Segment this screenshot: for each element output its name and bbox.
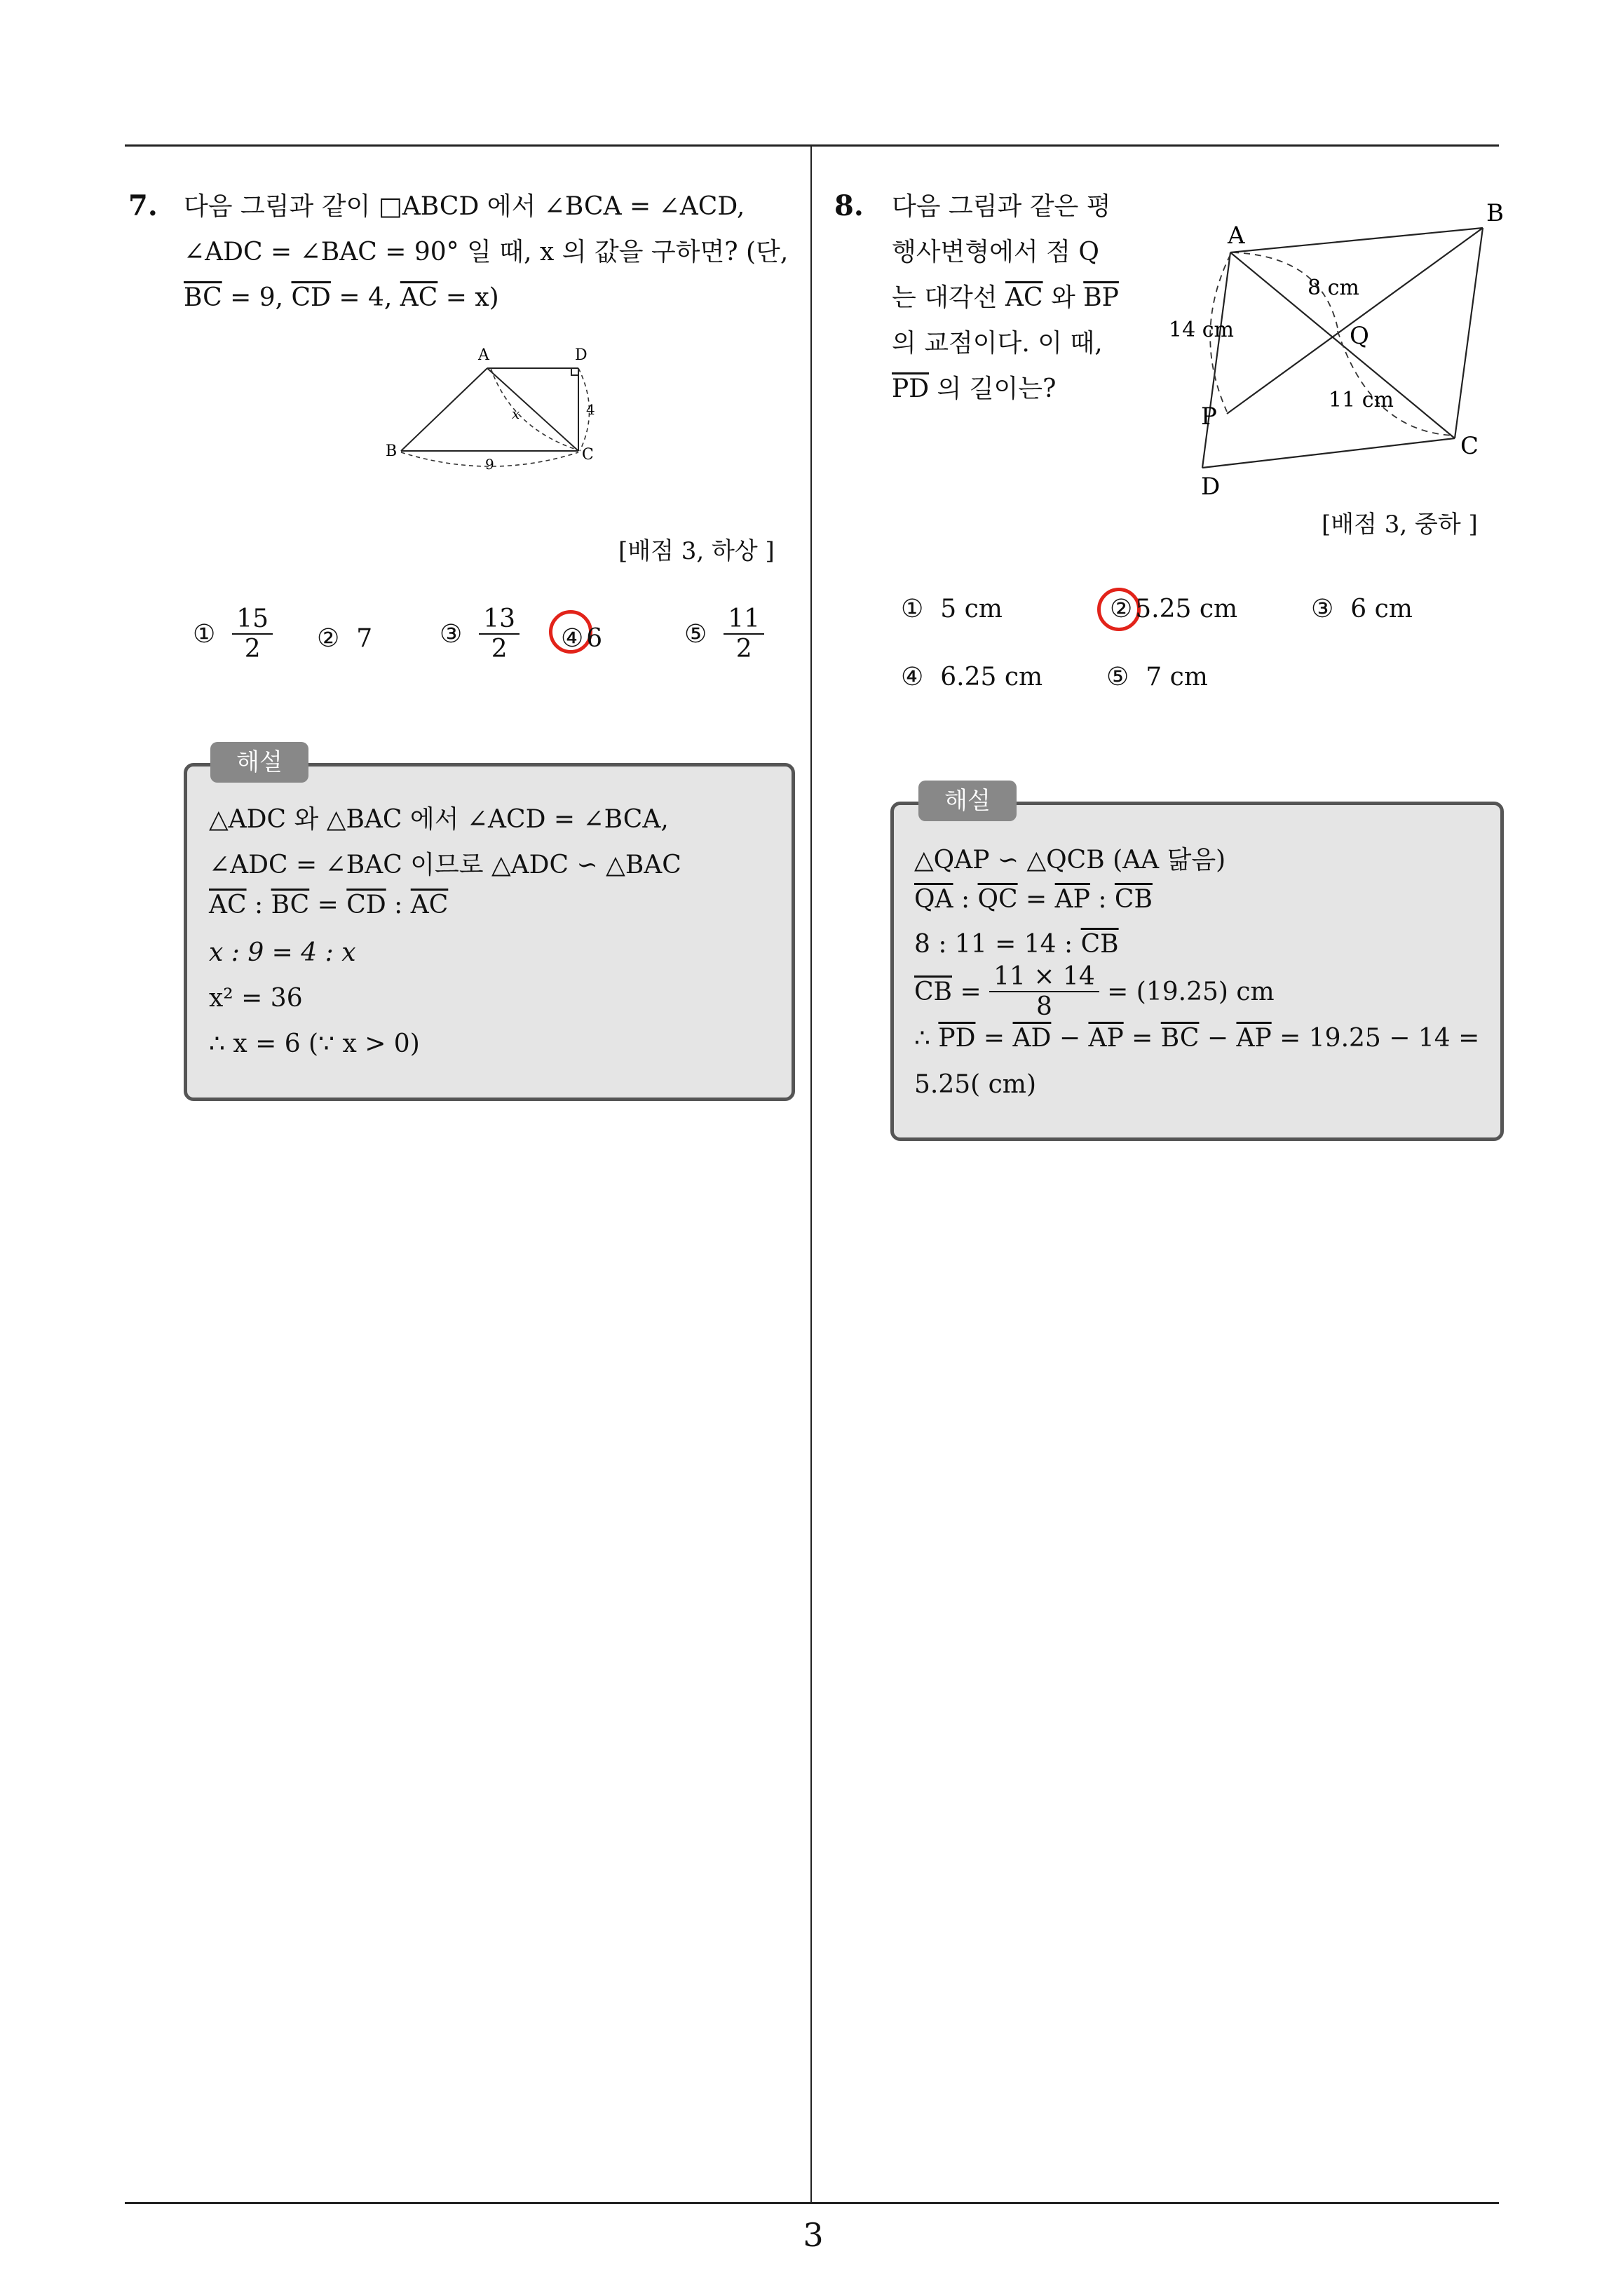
q8-choice-1-value: 5 cm [940, 595, 1003, 623]
q8-text-line4: 의 교점이다. 이 때, [892, 329, 1103, 358]
q8-bp: $\overline{BP}$ [1083, 283, 1119, 312]
q7-bc: $\overline{BC}$ [184, 283, 222, 312]
q7-label-x: x [512, 405, 520, 422]
q8-choice-1[interactable] [901, 595, 1003, 623]
q8-sol-line5-post: = 19.25 − 14 = [1271, 1024, 1480, 1053]
q7-sol-line4: x : 9 = 4 : x [209, 938, 356, 967]
q7-choice-5-mark: ⑤ [684, 619, 707, 649]
q8-figure [1160, 193, 1511, 501]
q7-ac: $\overline{AC}$ [400, 283, 438, 312]
q7-seg-ab [401, 368, 487, 451]
q8-choice-4-mark: ④ [901, 663, 924, 691]
q7-choice-5-den: 2 [735, 635, 752, 664]
q8-sol-ad: $\overline{AD}$ [1012, 1024, 1052, 1053]
q7-cd-val: = 4, [330, 283, 400, 312]
q7-cd: $\overline{CD}$ [291, 283, 331, 312]
q8-line3-mid: 와 [1043, 283, 1084, 312]
q7-bc-val: = 9, [222, 283, 292, 312]
q8-text-line5 [892, 366, 1056, 412]
q8-label-ap: 14 cm [1169, 318, 1234, 342]
q7-choice-4-value: 6 [586, 624, 603, 653]
q8-seg-ab [1230, 228, 1483, 252]
q7-choice-2-mark: ② [317, 624, 340, 653]
q8-sol-qc: $\overline{QC}$ [977, 885, 1018, 914]
q8-label-b: B [1486, 199, 1504, 227]
q7-score: [배점 3, 하상 ] [618, 537, 775, 565]
q7-label-d: D [575, 346, 588, 364]
q7-choice-3-num: 13 [479, 605, 520, 635]
q7-number: 7. [128, 189, 158, 222]
q8-line3-pre: 는 대각선 [892, 283, 1005, 312]
q7-seg-ac [487, 368, 578, 451]
q8-text-line2: 행사변형에서 점 Q [892, 238, 1099, 266]
q8-sol-line6: 5.25( cm) [914, 1070, 1036, 1099]
q8-choice-2-mark: ② [1110, 595, 1133, 623]
q7-label-b: B [386, 443, 398, 460]
q8-sol-line1: △QAP ∽ △QCB (AA 닮음) [914, 846, 1226, 874]
q7-choice-1-mark: ① [193, 619, 216, 649]
q8-sol-line3 [914, 930, 1119, 959]
q7-choice-3-frac [479, 605, 520, 664]
q7-choice-5-frac [724, 605, 764, 664]
q7-label-c: C [582, 446, 594, 464]
q8-sol-line4-cb: $\overline{CB}$ [914, 977, 952, 1006]
q8-label-a: A [1228, 222, 1245, 250]
q7-text-line2: ∠ADC = ∠BAC = 90° 일 때, x 의 값을 구하면? (단, [184, 238, 789, 266]
q8-sol-cb: $\overline{CB}$ [1114, 885, 1153, 914]
q8-text-line1: 다음 그림과 같은 평 [892, 192, 1111, 221]
q8-label-p: P [1201, 403, 1217, 431]
q8-label-q: Q [1350, 322, 1369, 350]
q8-sol-s2: = [1017, 885, 1055, 914]
q8-choice-4[interactable] [901, 663, 1043, 691]
q8-choice-4-value: 6.25 cm [940, 663, 1043, 691]
q7-sol-ac: $\overline{AC}$ [209, 891, 247, 919]
q8-sol-line4 [914, 962, 1275, 1022]
q7-label-4: 4 [586, 401, 595, 418]
q7-sol-s2: = [309, 891, 347, 919]
q7-choice-4[interactable] [561, 624, 602, 653]
q8-sol-ap2: $\overline{AP}$ [1236, 1024, 1272, 1053]
q8-text-line3 [892, 275, 1119, 320]
top-rule [125, 144, 1499, 147]
q8-number: 8. [834, 189, 864, 222]
q7-choice-1-num: 15 [232, 605, 273, 635]
q7-choice-3[interactable] [440, 605, 520, 664]
q7-ac-val: = x) [437, 283, 499, 312]
q7-choice-1[interactable] [193, 605, 273, 664]
q8-sol-ap: $\overline{AP}$ [1054, 885, 1090, 914]
q8-choice-1-mark: ① [901, 595, 924, 623]
q8-seg-cd [1202, 438, 1455, 468]
q8-sol-line2 [914, 885, 1153, 914]
q8-sol-line4-num: 11 × 14 [989, 962, 1099, 992]
q8-sol-line5-s2: − [1051, 1024, 1089, 1053]
q8-label-aq: 8 cm [1308, 276, 1359, 300]
q7-sol-s3: : [386, 891, 411, 919]
q7-choice-4-mark: ④ [561, 624, 584, 653]
q8-solution-tab: 해설 [918, 781, 1017, 821]
q8-sol-line4-post: = (19.25) cm [1099, 977, 1275, 1006]
q8-sol-line5-s4: − [1199, 1024, 1237, 1053]
q7-sol-line5: x² = 36 [209, 984, 303, 1013]
bottom-rule [125, 2202, 1499, 2204]
q8-pd: $\overline{PD}$ [892, 374, 930, 403]
q8-sol-pd: $\overline{PD}$ [938, 1024, 976, 1053]
q8-sol-line4-den: 8 [1035, 992, 1052, 1022]
q7-label-a: A [478, 346, 489, 364]
q7-sol-line6: ∴ x = 6 (∵ x > 0) [209, 1029, 420, 1058]
q7-choice-3-mark: ③ [440, 619, 463, 649]
q7-text-line3 [184, 275, 499, 320]
q8-choice-5[interactable] [1106, 663, 1208, 691]
q8-sol-line3-cb: $\overline{CB}$ [1080, 930, 1119, 959]
q7-label-9: 9 [485, 456, 494, 470]
q8-sol-qa: $\overline{QA}$ [914, 885, 953, 914]
q8-choice-3-mark: ③ [1311, 595, 1334, 623]
q8-sol-ap1: $\overline{AP}$ [1088, 1024, 1124, 1053]
q7-sol-cd: $\overline{CD}$ [346, 891, 386, 919]
q8-score: [배점 3, 중하 ] [1322, 511, 1478, 539]
q8-sol-line5-s3: = [1123, 1024, 1161, 1053]
q7-sol-ac2: $\overline{AC}$ [410, 891, 449, 919]
q7-choice-1-den: 2 [244, 635, 261, 664]
q7-right-angle-d [571, 368, 578, 375]
q7-sol-line2: ∠ADC = ∠BAC 이므로 △ADC ∽ △BAC [209, 851, 681, 879]
q8-sol-line4-frac [989, 962, 1099, 1022]
q8-choice-3-value: 6 cm [1350, 595, 1413, 623]
q8-sol-bc: $\overline{BC}$ [1160, 1024, 1200, 1053]
q7-sol-s1: : [246, 891, 271, 919]
q8-sol-s1: : [953, 885, 978, 914]
q8-choice-5-mark: ⑤ [1106, 663, 1129, 691]
q7-sol-line1: △ADC 와 △BAC 에서 ∠ACD = ∠BCA, [209, 805, 669, 834]
q8-choice-5-value: 7 cm [1146, 663, 1208, 691]
page-number: 3 [803, 2216, 824, 2254]
q8-sol-line4-eq: = [952, 977, 990, 1006]
q7-text-line1: 다음 그림과 같이 □ABCD 에서 ∠BCA = ∠ACD, [184, 192, 745, 221]
q8-sol-line3-pre: 8 : 11 = 14 : [914, 930, 1081, 959]
q8-choice-3[interactable] [1311, 595, 1413, 623]
q8-choice-2[interactable] [1110, 595, 1237, 623]
q7-sol-line3 [209, 891, 448, 919]
q7-choice-1-frac [232, 605, 273, 664]
q7-figure [379, 340, 617, 470]
q8-label-qc: 11 cm [1329, 388, 1394, 412]
q8-sol-line5 [914, 1024, 1479, 1053]
q8-ac: $\overline{AC}$ [1005, 283, 1043, 312]
q8-line5-post: 의 길이는? [929, 374, 1057, 403]
column-divider [810, 144, 812, 2203]
q8-seg-bc [1455, 228, 1483, 438]
q8-sol-line5-pre: ∴ [914, 1024, 939, 1053]
q7-choice-5[interactable] [684, 605, 764, 664]
q7-choice-2[interactable] [317, 624, 372, 653]
q7-choice-2-value: 7 [356, 624, 373, 653]
q8-sol-line5-s1: = [975, 1024, 1013, 1053]
q7-solution-tab: 해설 [210, 742, 308, 783]
q7-choice-5-num: 11 [724, 605, 764, 635]
q8-label-c: C [1460, 432, 1479, 460]
q7-choice-3-den: 2 [491, 635, 508, 664]
q7-sol-bc: $\overline{BC}$ [271, 891, 310, 919]
q8-seg-bp [1227, 228, 1483, 414]
q8-label-d: D [1201, 473, 1221, 501]
q8-sol-s3: : [1089, 885, 1115, 914]
q8-seg-da [1202, 252, 1230, 468]
q8-choice-2-value: 5.25 cm [1135, 595, 1238, 623]
